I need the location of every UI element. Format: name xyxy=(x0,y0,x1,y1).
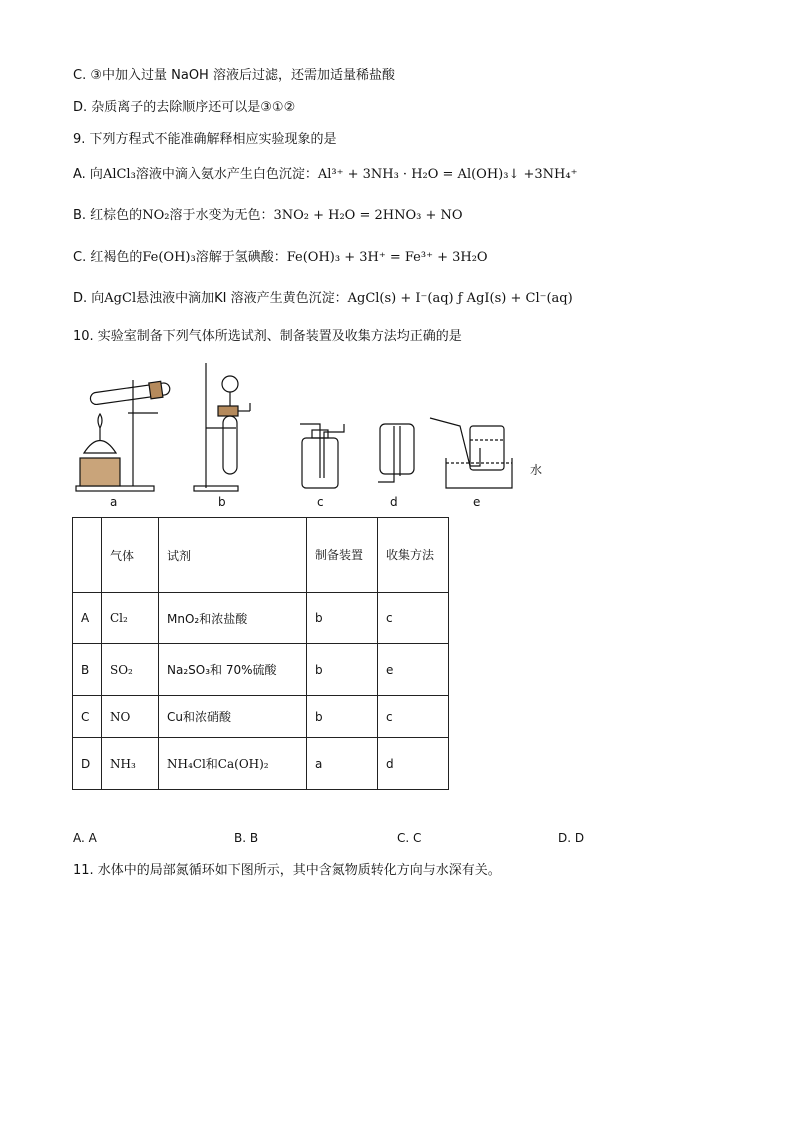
q9-option-a xyxy=(73,166,577,184)
header-cell-method: 收集方法 xyxy=(378,518,449,593)
apparatus-c xyxy=(300,424,344,488)
cell-option: A xyxy=(73,593,102,644)
label-c: c xyxy=(317,495,324,509)
apparatus-d xyxy=(378,424,414,482)
option-d-text: D. 杂质离子的去除顺序还可以是③①② xyxy=(73,100,296,115)
table-row xyxy=(73,738,449,790)
cell-device: b xyxy=(307,644,378,696)
q9d-prefix: D. 向 xyxy=(73,291,105,306)
cell-option: C xyxy=(73,696,102,738)
q9-option-b xyxy=(73,207,463,225)
q9d-reagent: AgCl xyxy=(104,291,137,306)
option-c-text: C. ③中加入过量 NaOH 溶液后过滤，还需加适量稀盐酸 xyxy=(73,68,395,83)
table-row xyxy=(73,593,449,644)
options-table xyxy=(72,517,449,790)
cell-option: B xyxy=(73,644,102,696)
cell-method: c xyxy=(378,593,449,644)
cell-reagent: MnO₂和浓盐酸 xyxy=(159,593,307,644)
q9d-equation: AgCl(s) + I⁻(aq) ƒ AgI(s) + Cl⁻(aq) xyxy=(347,291,573,306)
answer-a: A. A xyxy=(73,831,97,845)
q9a-equation: Al³⁺ + 3NH₃ · H₂O = Al(OH)₃↓ +3NH₄⁺ xyxy=(317,167,578,182)
question-9-stem: 9. 下列方程式不能准确解释相应实验现象的是 xyxy=(73,132,337,147)
q9d-text: 悬浊液中滴加KI 溶液产生黄色沉淀： xyxy=(136,291,348,306)
q9c-equation: Fe(OH)₃ + 3H⁺ = Fe³⁺ + 3H₂O xyxy=(286,250,488,265)
cell-reagent: Na₂SO₃和 70%硫酸 xyxy=(159,644,307,696)
apparatus-figure xyxy=(68,358,548,513)
table-row xyxy=(73,644,449,696)
cell-method: e xyxy=(378,644,449,696)
q9a-reagent: AlCl₃ xyxy=(102,167,136,182)
cell-method: c xyxy=(378,696,449,738)
q9-option-d xyxy=(73,290,573,308)
q9b-prefix: B. 红棕色的 xyxy=(73,208,143,223)
cell-reagent: Cu和浓硝酸 xyxy=(159,696,307,738)
cell-method: d xyxy=(378,738,449,790)
q9b-equation: 3NO₂ + H₂O = 2HNO₃ + NO xyxy=(273,208,463,223)
answer-d: D. D xyxy=(558,831,585,845)
cell-device: b xyxy=(307,696,378,738)
q9c-text: 溶解于氢碘酸： xyxy=(195,250,287,265)
cell-gas: NH₃ xyxy=(102,738,159,790)
cell-gas: SO₂ xyxy=(102,644,159,696)
header-cell-reagent: 试剂 xyxy=(159,518,307,593)
cell-gas: NO xyxy=(102,696,159,738)
water-label: 水 xyxy=(530,463,543,477)
apparatus-e xyxy=(430,418,512,488)
q9c-prefix: C. 红褐色的 xyxy=(73,250,143,265)
label-a: a xyxy=(110,495,118,509)
q9b-text: 溶于水变为无色： xyxy=(169,208,274,223)
label-b: b xyxy=(218,495,226,509)
question-11-stem: 11. 水体中的局部氮循环如下图所示，其中含氮物质转化方向与水深有关。 xyxy=(73,863,501,878)
label-e: e xyxy=(473,495,481,509)
apparatus-b xyxy=(194,363,250,491)
cell-device: a xyxy=(307,738,378,790)
q9a-text: 溶液中滴入氨水产生白色沉淀： xyxy=(135,167,318,182)
table-header-row xyxy=(73,518,449,593)
header-cell-device: 制备装置 xyxy=(307,518,378,593)
answer-b: B. B xyxy=(234,831,259,845)
label-d: d xyxy=(390,495,398,509)
answer-c: C. C xyxy=(397,831,422,845)
q9b-reagent: NO₂ xyxy=(142,208,170,223)
apparatus-a xyxy=(76,380,171,491)
cell-gas: Cl₂ xyxy=(102,593,159,644)
cell-option: D xyxy=(73,738,102,790)
cell-reagent: NH₄Cl和Ca(OH)₂ xyxy=(159,738,307,790)
question-10-stem: 10. 实验室制备下列气体所选试剂、制备装置及收集方法均正确的是 xyxy=(73,329,462,344)
header-cell-gas: 气体 xyxy=(102,518,159,593)
q9-option-c xyxy=(73,249,488,267)
table-row xyxy=(73,696,449,738)
q9c-reagent: Fe(OH)₃ xyxy=(142,250,196,265)
header-cell-option xyxy=(73,518,102,593)
cell-device: b xyxy=(307,593,378,644)
q9a-prefix: A. 向 xyxy=(73,167,103,182)
